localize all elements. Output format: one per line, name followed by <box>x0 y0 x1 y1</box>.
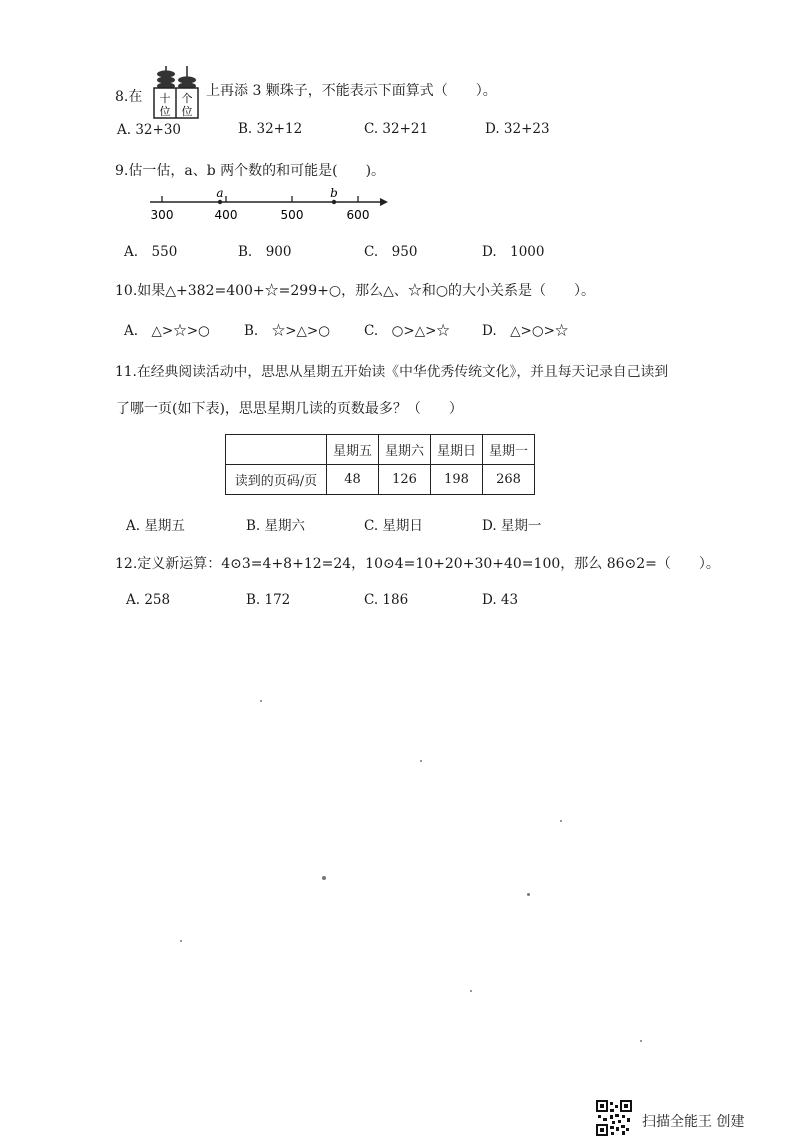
abacus-tens-label: 十 <box>159 92 171 105</box>
q9-option-b[interactable]: B. 900 <box>238 244 292 260</box>
q10-option-c[interactable]: C. ○>△>☆ <box>364 323 450 339</box>
qr-code-icon <box>596 1100 632 1136</box>
q8-prefix: 8.在 <box>115 89 143 105</box>
q9-option-a[interactable]: A. 550 <box>124 244 178 260</box>
abacus-ones-label: 个 <box>181 92 193 105</box>
q11-text-line2: 了哪一页(如下表)，思思星期几读的页数最多？（ ） <box>116 401 463 417</box>
svg-text:位: 位 <box>181 105 193 118</box>
tick-label: 400 <box>214 208 238 222</box>
q8-option-a[interactable]: A. 32+30 <box>117 122 181 138</box>
q11-option-a[interactable]: A. 星期五 <box>126 518 185 534</box>
q9-option-d[interactable]: D. 1000 <box>482 244 545 260</box>
q10-text: 10.如果△+382=400+☆=299+○，那么△、☆和○的大小关系是（ ）。 <box>115 283 596 299</box>
q9-text: 9.估一估，a、b 两个数的和可能是( )。 <box>115 163 386 179</box>
point-b-label: b <box>330 186 338 200</box>
abacus-icon <box>152 66 202 120</box>
table-cell: 48 <box>327 465 379 495</box>
reading-table <box>225 434 535 495</box>
table-cell: 198 <box>431 465 483 495</box>
q9-option-c[interactable]: C. 950 <box>364 244 418 260</box>
tick-label: 500 <box>280 208 304 222</box>
scanner-watermark-text: 扫描全能王 创建 <box>642 1114 745 1130</box>
table-cell: 268 <box>483 465 535 495</box>
table-corner-cell <box>226 435 327 465</box>
table-row <box>226 465 535 495</box>
scan-speck <box>322 876 326 880</box>
point-a-label: a <box>216 186 224 200</box>
number-line <box>148 186 388 226</box>
table-cell: 126 <box>379 465 431 495</box>
tick-label: 600 <box>346 208 370 222</box>
table-header-cell: 星期日 <box>431 435 483 465</box>
q11-option-d[interactable]: D. 星期一 <box>482 518 542 534</box>
scan-speck <box>640 1040 642 1042</box>
table-header-cell: 星期一 <box>483 435 535 465</box>
q11-text-line1: 11.在经典阅读活动中，思思从星期五开始读《中华优秀传统文化》，并且每天记录自己读到 <box>115 364 669 380</box>
q12-option-c[interactable]: C. 186 <box>364 592 409 608</box>
q10-option-a[interactable]: A. △>☆>○ <box>124 323 210 339</box>
q12-option-d[interactable]: D. 43 <box>482 592 519 608</box>
q11-option-b[interactable]: B. 星期六 <box>246 518 306 534</box>
q12-option-a[interactable]: A. 258 <box>126 592 171 608</box>
q12-text: 12.定义新运算：4⊙3=4+8+12=24，10⊙4=10+20+30+40=100，那么 86⊙2=（ ）。 <box>115 556 720 572</box>
scan-speck <box>527 893 530 896</box>
q8-text: 上再添 3 颗珠子，不能表示下面算式（ ）。 <box>206 83 497 99</box>
scan-speck <box>420 760 422 762</box>
scan-speck <box>470 990 472 992</box>
q8-option-b[interactable]: B. 32+12 <box>238 121 303 137</box>
scan-speck <box>180 940 182 942</box>
svg-text:位: 位 <box>159 105 171 118</box>
q10-option-b[interactable]: B. ☆>△>○ <box>244 323 330 339</box>
table-header-row <box>226 435 535 465</box>
scan-speck <box>260 700 262 702</box>
q8-option-c[interactable]: C. 32+21 <box>364 121 429 137</box>
table-row-label: 读到的页码/页 <box>226 465 327 495</box>
table-header-cell: 星期五 <box>327 435 379 465</box>
q11-option-c[interactable]: C. 星期日 <box>364 518 423 534</box>
q10-option-d[interactable]: D. △>○>☆ <box>482 323 569 339</box>
tick-label: 300 <box>150 208 174 222</box>
q12-option-b[interactable]: B. 172 <box>246 592 291 608</box>
q8-option-d[interactable]: D. 32+23 <box>485 121 550 137</box>
table-header-cell: 星期六 <box>379 435 431 465</box>
scan-speck <box>560 820 562 822</box>
